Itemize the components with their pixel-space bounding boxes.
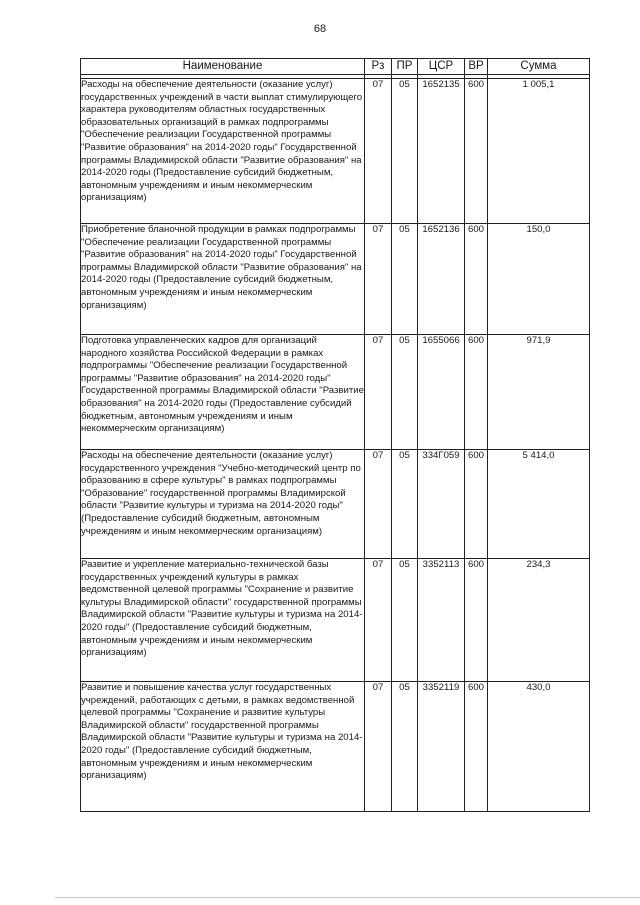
row-sum: 430,0: [488, 682, 590, 812]
table-row: [81, 224, 590, 335]
row-csr: 1652136: [418, 224, 465, 335]
row-pr: 05: [392, 450, 418, 559]
row-csr: 334Г059: [418, 450, 465, 559]
row-name: Приобретение бланочной продукции в рамках подпрограммы "Обеспечение реализации Государственной программы "Развитие образования" на 2014-2020 годы" Государственной программы Владимирской области "Развитие образования" на 2014-2020 годы (Предоставление субсидий бюджетным, автономным учреждениям и иным некоммерческим организациям): [81, 224, 365, 335]
scan-border-line: [55, 897, 640, 898]
header-pr: ПР: [392, 59, 418, 75]
row-name: Подготовка управленческих кадров для организаций народного хозяйства Российской Федерации в рамках подпрограммы "Обеспечение реализации Государственной программы "Развитие образования" на 2014-2020 годы" Государственной программы Владимирской области "Развитие образования" на 2014-2020 годы (Предоставление субсидий бюджетным, автономным учреждениям и иным некоммерческим организациям): [81, 335, 365, 450]
budget-table: [80, 58, 590, 812]
row-csr: 3352119: [418, 682, 465, 812]
row-pr: 05: [392, 335, 418, 450]
row-sum: 1 005,1: [488, 79, 590, 224]
header-vr: ВР: [465, 59, 488, 75]
table-row: [81, 559, 590, 682]
table-row: [81, 79, 590, 224]
row-vr: 600: [465, 79, 488, 224]
row-sum: 234,3: [488, 559, 590, 682]
row-rz: 07: [365, 682, 392, 812]
table-row: [81, 682, 590, 812]
row-csr: 3352113: [418, 559, 465, 682]
row-pr: 05: [392, 682, 418, 812]
row-name: Расходы на обеспечение деятельности (оказание услуг) государственного учреждения "Учебно-методический центр по образованию в сфере культуры" в рамках подпрограммы "Образование" государственной программы Владимирской области "Развитие культуры и туризма на 2014-2020 годы" (Предоставление субсидий бюджетным, автономным учреждениям и иным некоммерческим организациям): [81, 450, 365, 559]
row-sum: 971,9: [488, 335, 590, 450]
row-sum: 150,0: [488, 224, 590, 335]
header-csr: ЦСР: [418, 59, 465, 75]
row-vr: 600: [465, 224, 488, 335]
row-pr: 05: [392, 79, 418, 224]
header-rz: Рз: [365, 59, 392, 75]
row-vr: 600: [465, 559, 488, 682]
row-csr: 1655066: [418, 335, 465, 450]
table-header: [81, 59, 590, 79]
row-name: Развитие и укрепление материально-технической базы государственных учреждений культуры в рамках ведомственной целевой программы "Сохранение и развитие культуры Владимирской области" государственной программы Владимирской области "Развитие культуры и туризма на 2014-2020 годы" (Предоставление субсидий бюджетным, автономным учреждениям и иным некоммерческим организациям): [81, 559, 365, 682]
row-rz: 07: [365, 79, 392, 224]
row-rz: 07: [365, 335, 392, 450]
header-name: Наименование: [81, 59, 365, 75]
row-name: Расходы на обеспечение деятельности (оказание услуг) государственных учреждений в части выплат стимулирующего характера руководителям областных государственных образовательных организаций в рамках подпрограммы "Обеспечение реализации Государственной программы "Развитие образования" на 2014-2020 годы" Государственной программы Владимирской области "Развитие образования" на 2014-2020 годы (Предоставление субсидий бюджетным, автономным учреждениям и иным некоммерческим организациям): [81, 79, 365, 224]
page-number: 68: [313, 23, 327, 35]
row-sum: 5 414,0: [488, 450, 590, 559]
table-row: [81, 450, 590, 559]
row-pr: 05: [392, 224, 418, 335]
row-csr: 1652135: [418, 79, 465, 224]
header-sum: Сумма: [488, 59, 590, 75]
row-vr: 600: [465, 682, 488, 812]
row-rz: 07: [365, 450, 392, 559]
table-row: [81, 335, 590, 450]
row-vr: 600: [465, 335, 488, 450]
row-rz: 07: [365, 559, 392, 682]
row-rz: 07: [365, 224, 392, 335]
row-name: Развитие и повышение качества услуг государственных учреждений, работающих с детьми, в рамках ведомственной целевой программы "Сохранение и развитие культуры Владимирской области" государственной программы Владимирской области "Развитие культуры и туризма на 2014-2020 годы" (Предоставление субсидий бюджетным, автономным учреждениям и иным некоммерческим организациям): [81, 682, 365, 812]
row-pr: 05: [392, 559, 418, 682]
row-vr: 600: [465, 450, 488, 559]
